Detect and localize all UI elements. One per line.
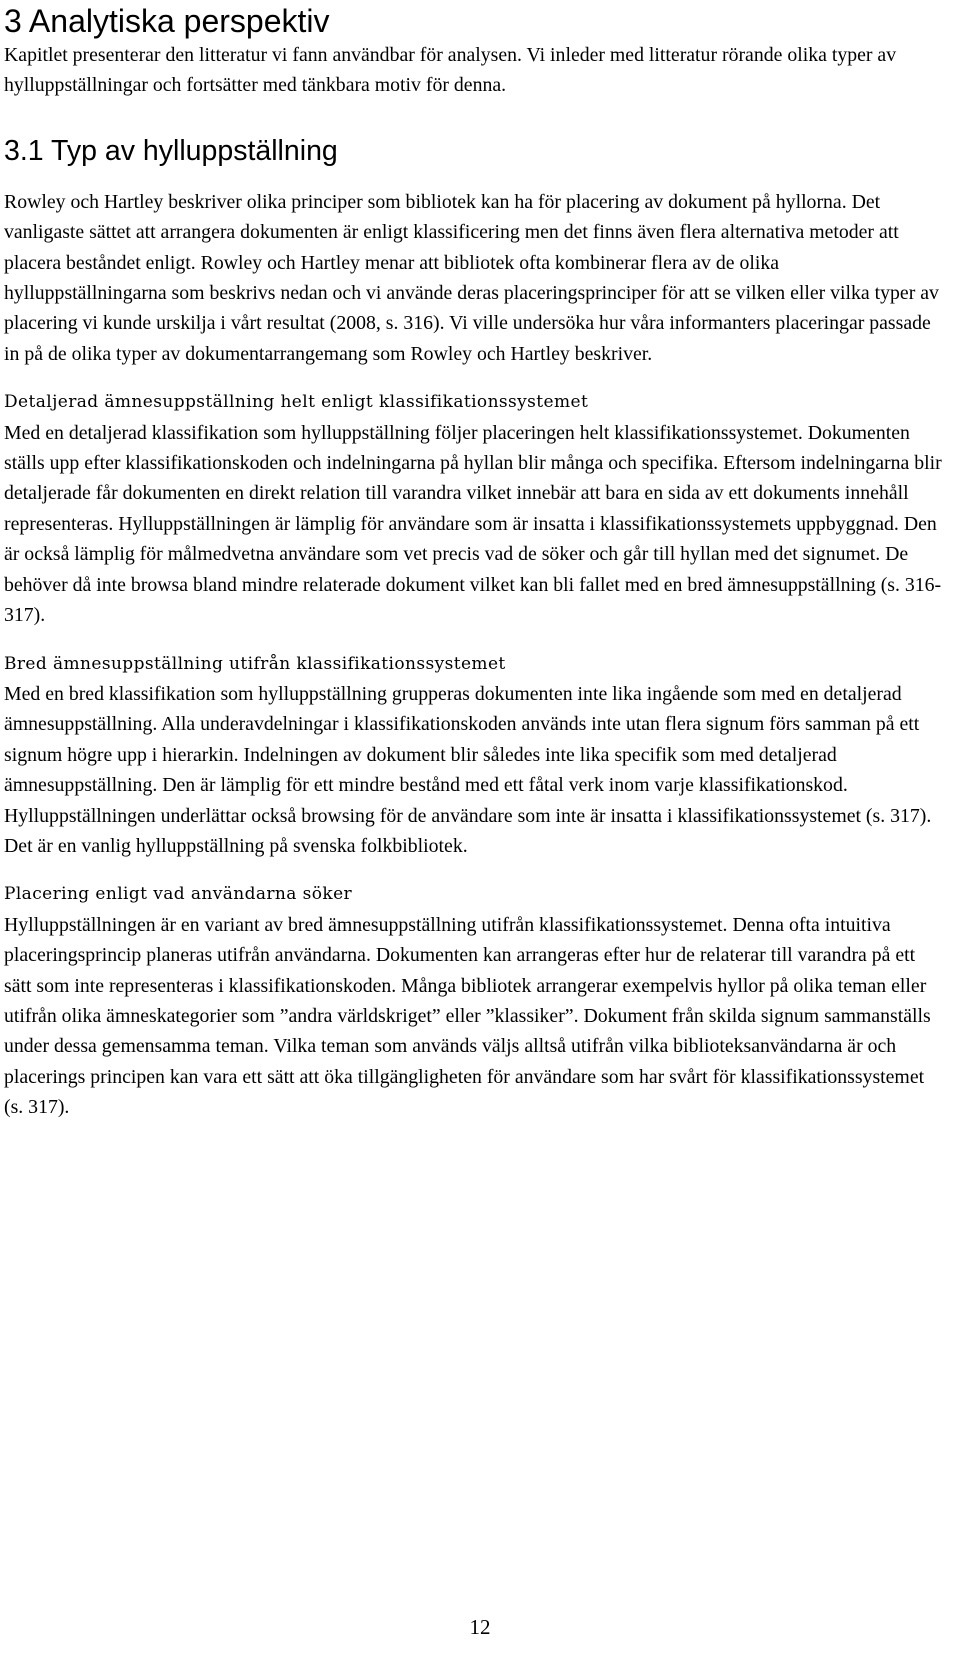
subsection-heading: Detaljerad ämnesuppställning helt enligt klassifikationssystemet: [4, 392, 589, 413]
subsection-placering: [4, 879, 944, 1122]
subsection-text: Med en bred klassifikation som hylluppställning grupperas dokumenten inte lika ingående som med en detaljerad ämnesuppställning. Alla underavdelningar i klassifikationskoden används inte utan flera signum förs samman på ett signum högre upp i hierarkin. Indelningen av dokument blir således inte lika specifik som med detaljerad ämnesuppställning. Den är lämplig för ett mindre bestånd med ett fåtal verk inom varje klassifikationskod. Hylluppställningen underlättar också browsing för de användare som inte är insatta i klassifikationssystemet (s. 317). Det är en vanlig hylluppställning på svenska folkbibliotek.: [4, 682, 932, 857]
subsection-detaljerad: [4, 387, 944, 630]
subsection-heading: Bred ämnesuppställning utifrån klassifikationssystemet: [4, 653, 506, 674]
subsection-heading: Placering enligt vad användarna söker: [4, 884, 353, 905]
section-paragraph: Rowley och Hartley beskriver olika principer som bibliotek kan ha för placering av dokument på hyllorna. Det vanligaste sättet att arrangera dokumenten är enligt klassificering men det finns även flera alternativa metoder att placera beståndet enligt. Rowley och Hartley menar att bibliotek ofta kombinerar flera av de olika hylluppställningarna som beskrivs nedan och vi använde deras placeringsprinciper för att se vilken eller vilka typer av placering vi kunde urskilja i vårt resultat (2008, s. 316). Vi ville undersöka hur våra informanters placeringar passade in på de olika typer av dokumentarrangemang som Rowley och Hartley beskriver.: [4, 190, 939, 365]
subsection-text: Hylluppställningen är en variant av bred ämnesuppställning utifrån klassifikationssystemet. Denna ofta intuitiva placeringsprincip planeras utifrån användarna. Dokumenten kan arrangeras efter hur de relaterar till varandra på ett sätt som inte representeras i klassifikationskoden. Många bibliotek arrangerar exempelvis hyllor på olika teman eller utifrån olika ämneskategorier som ”andra världskriget” eller ”klassiker”. Dokument från skilda signum sammanställs under dessa gemensamma teman. Vilka teman som används väljs alltså utifrån vilka biblioteksanvändarna är och placerings principen kan vara ett sätt att öka tillgängligheten för användare som har svårt för klassifikationssystemet (s. 317).: [4, 913, 931, 1119]
chapter-title: 3 Analytiska perspektiv: [4, 3, 330, 39]
section-title: 3.1 Typ av hylluppställning: [4, 134, 338, 167]
subsection-text: Med en detaljerad klassifikation som hylluppställning följer placeringen helt klassifikationssystemet. Dokumenten ställs upp efter klassifikationskoden och indelningarna på hyllan blir många och specifika. Eftersom indelningarna blir detaljerade får dokumenten en direkt relation till varandra vilket innebär att bara en sida av ett dokuments innehåll representeras. Hylluppställningen är lämplig för användare som är insatta i klassifikationssystemets uppbyggnad. Den är också lämplig för målmedvetna användare som vet precis vad de söker och går till hyllan med det signumet. De behöver då inte browsa bland mindre relaterade dokument vilket kan bli fallet med en bred ämnesuppställning (s. 316-317).: [4, 421, 942, 627]
page-number: 12: [469, 1615, 491, 1639]
intro-paragraph: Kapitlet presenterar den litteratur vi fann användbar för analysen. Vi inleder med litteratur rörande olika typer av hylluppställningar och fortsätter med tänkbara motiv för denna.: [4, 44, 897, 97]
subsection-bred: [4, 649, 944, 862]
document-page: [4, 0, 944, 1123]
